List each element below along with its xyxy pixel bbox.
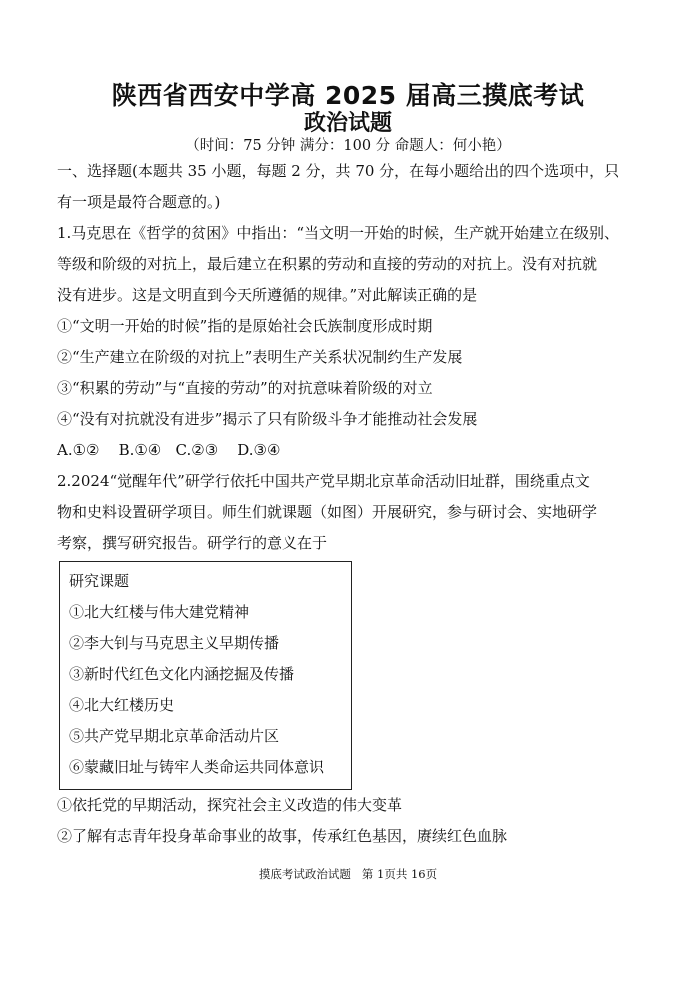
question-1-stem: 等级和阶级的对抗上，最后建立在积累的劳动和直接的劳动的对抗上。没有对抗就	[57, 255, 598, 273]
question-2-stem: 2.2024“觉醒年代”研学行依托中国共产党早期北京革命活动旧址群，围绕重点文	[57, 472, 590, 490]
question-2-stem: 考察，撰写研究报告。研学行的意义在于	[57, 534, 328, 552]
exam-subtitle: 政治试题	[303, 110, 392, 136]
question-1-option: ③“积累的劳动”与“直接的劳动”的对抗意味着阶级的对立	[57, 379, 433, 397]
research-topics-box	[59, 561, 352, 790]
research-topic-item: ⑤共产党早期北京革命活动片区	[69, 727, 280, 745]
section-intro-line: 有一项是最符合题意的。)	[57, 193, 221, 211]
section-intro-line: 一、选择题(本题共 35 小题，每题 2 分，共 70 分，在每小题给出的四个选项中，只	[57, 162, 620, 180]
exam-meta: （时间：75 分钟 满分：100 分 命题人：何小艳）	[185, 138, 511, 154]
research-topic-item: ⑥蒙藏旧址与铸牢人类命运共同体意识	[69, 758, 325, 776]
question-1-choices: A.①② B.①④ C.②③ D.③④	[57, 441, 281, 459]
exam-content	[57, 156, 645, 852]
page-footer: 摸底考试政治试题 第 1页共 16页	[258, 867, 438, 881]
research-topic-item: ④北大红楼历史	[69, 696, 175, 714]
question-2-option: ②了解有志青年投身革命事业的故事，传承红色基因，赓续红色血脉	[57, 827, 508, 845]
exam-title: 陕西省西安中学高 2025 届高三摸底考试	[111, 81, 585, 110]
question-1-stem: 1.马克思在《哲学的贫困》中指出：“当文明一开始的时候，生产就开始建立在级别、	[57, 224, 619, 242]
question-1-option: ①“文明一开始的时候”指的是原始社会氏族制度形成时期	[57, 317, 433, 335]
question-1-option: ④“没有对抗就没有进步”揭示了只有阶级斗争才能推动社会发展	[57, 410, 478, 428]
question-2-option: ①依托党的早期活动，探究社会主义改造的伟大变革	[57, 796, 403, 814]
question-2-stem: 物和史料设置研学项目。师生们就课题（如图）开展研究，参与研讨会、实地研学	[57, 503, 598, 521]
research-topic-item: ③新时代红色文化内涵挖掘及传播	[69, 665, 295, 683]
question-1-stem: 没有进步。这是文明直到今天所遵循的规律。”对此解读正确的是	[57, 286, 478, 304]
research-topics-heading: 研究课题	[69, 572, 130, 590]
research-topic-item: ①北大红楼与伟大建党精神	[69, 603, 250, 621]
question-1-option: ②“生产建立在阶级的对抗上”表明生产关系状况制约生产发展	[57, 348, 463, 366]
research-topic-item: ②李大钊与马克思主义早期传播	[69, 634, 280, 652]
